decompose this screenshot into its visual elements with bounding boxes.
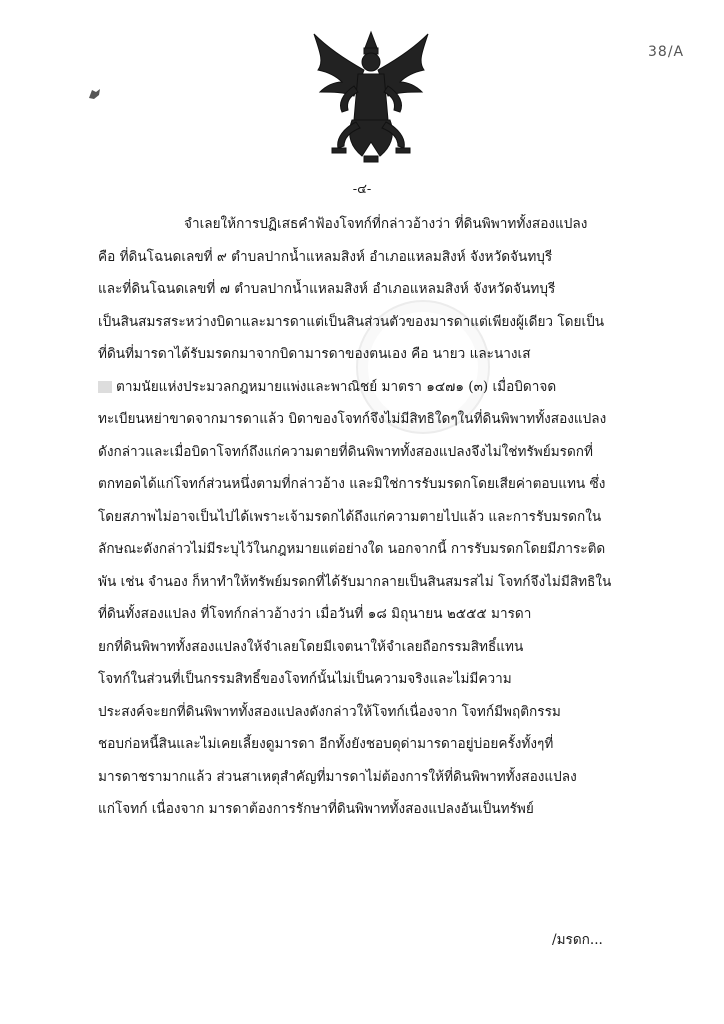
paragraph-line: ที่ดินทั้งสองแปลง ที่โจทก์กล่าวอ้างว่า เมื่อวันที่ ๑๘ มิถุนายน ๒๕๕๕ มารดา	[98, 606, 532, 622]
paragraph-line: ที่ดินที่มารดาได้รับมรดกมาจากบิดามารดาของตนเอง คือ นายว และนางเส	[98, 346, 531, 362]
paragraph-line-with-redaction	[98, 377, 628, 410]
paragraph-line: ดังกล่าวและเมื่อบิดาโจทก์ถึงแก่ความตายที่ดินพิพาททั้งสองแปลงจึงไม่ใช่ทรัพย์มรดกที่	[98, 443, 593, 460]
paragraph-line: ประสงค์จะยกที่ดินพิพาททั้งสองแปลงดังกล่าวให้โจทก์เนื่องจาก โจทก์มีพฤติกรรม	[98, 703, 561, 720]
page-number: -๔-	[352, 182, 372, 197]
handwritten-page-note: 38/A	[648, 44, 685, 60]
continuation-marker: /มรดก...	[552, 932, 603, 948]
paragraph-line: จำเลยให้การปฏิเสธคำฟ้องโจทก์ที่กล่าวอ้างว่า ที่ดินพิพาททั้งสองแปลง	[184, 216, 588, 232]
redaction-mark	[98, 381, 112, 393]
paragraph-line: โดยสภาพไม่อาจเป็นไปได้เพราะเจ้ามรดกได้ถึงแก่ความตายไปแล้ว และการรับมรดกใน	[98, 508, 602, 525]
paragraph-line: คือ ที่ดินโฉนดเลขที่ ๙ ตำบลปากน้ำแหลมสิงห์ อำเภอแหลมสิงห์ จังหวัดจันทบุรี	[98, 248, 553, 265]
paragraph-line: ตกทอดได้แก่โจทก์ส่วนหนึ่งตามที่กล่าวอ้าง และมิใช่การรับมรดกโดยเสียค่าตอบแทน ซึ่ง	[98, 476, 606, 492]
paragraph-line: โจทก์ในส่วนที่เป็นกรรมสิทธิ์ของโจทก์นั้นไม่เป็นความจริงและไม่มีความ	[98, 671, 512, 687]
paragraph-line: แก่โจทก์ เนื่องจาก มารดาต้องการรักษาที่ดินพิพาททั้งสองแปลงอันเป็นทรัพย์	[98, 801, 534, 817]
paragraph-line: เป็นสินสมรสระหว่างบิดาและมารดาแต่เป็นสินส่วนตัวของมารดาแต่เพียงผู้เดียว โดยเป็น	[98, 313, 605, 330]
document-body	[98, 214, 628, 832]
paragraph-line: พัน เช่น จำนอง ก็หาทำให้ทรัพย์มรดกที่ได้รับมากลายเป็นสินสมรสไม่ โจทก์จึงไม่มีสิทธิใน	[98, 573, 612, 590]
paragraph-line: และที่ดินโฉนดเลขที่ ๗ ตำบลปากน้ำแหลมสิงห์ อำเภอแหลมสิงห์ จังหวัดจันทบุรี	[98, 281, 556, 297]
paragraph-line: มารดาชรามากแล้ว ส่วนสาเหตุสำคัญที่มารดาไม่ต้องการให้ที่ดินพิพาททั้งสองแปลง	[98, 768, 577, 785]
paragraph-line: ลักษณะดังกล่าวไม่มีระบุไว้ในกฎหมายแต่อย่างใด นอกจากนี้ การรับมรดกโดยมีภาระติด	[98, 541, 606, 557]
paragraph-line: ทะเบียนหย่าขาดจากมารดาแล้ว บิดาของโจทก์จึงไม่มีสิทธิใดๆในที่ดินพิพาททั้งสองแปลง	[98, 411, 607, 427]
paragraph-line-text: ตามนัยแห่งประมวลกฎหมายแพ่งและพาณิชย์ มาตรา ๑๔๗๑ (๓) เมื่อบิดาจด	[116, 378, 557, 395]
paragraph-line: ยกที่ดินพิพาททั้งสองแปลงให้จำเลยโดยมีเจตนาให้จำเลยถือกรรมสิทธิ์แทน	[98, 638, 524, 655]
paragraph-line: ชอบก่อหนี้สินและไม่เคยเลี้ยงดูมารดา อีกทั้งยังชอบดุด่ามารดาอยู่บ่อยครั้งทั้งๆที่	[98, 736, 554, 752]
ink-mark-icon	[88, 88, 102, 100]
garuda-emblem-icon	[306, 30, 436, 165]
